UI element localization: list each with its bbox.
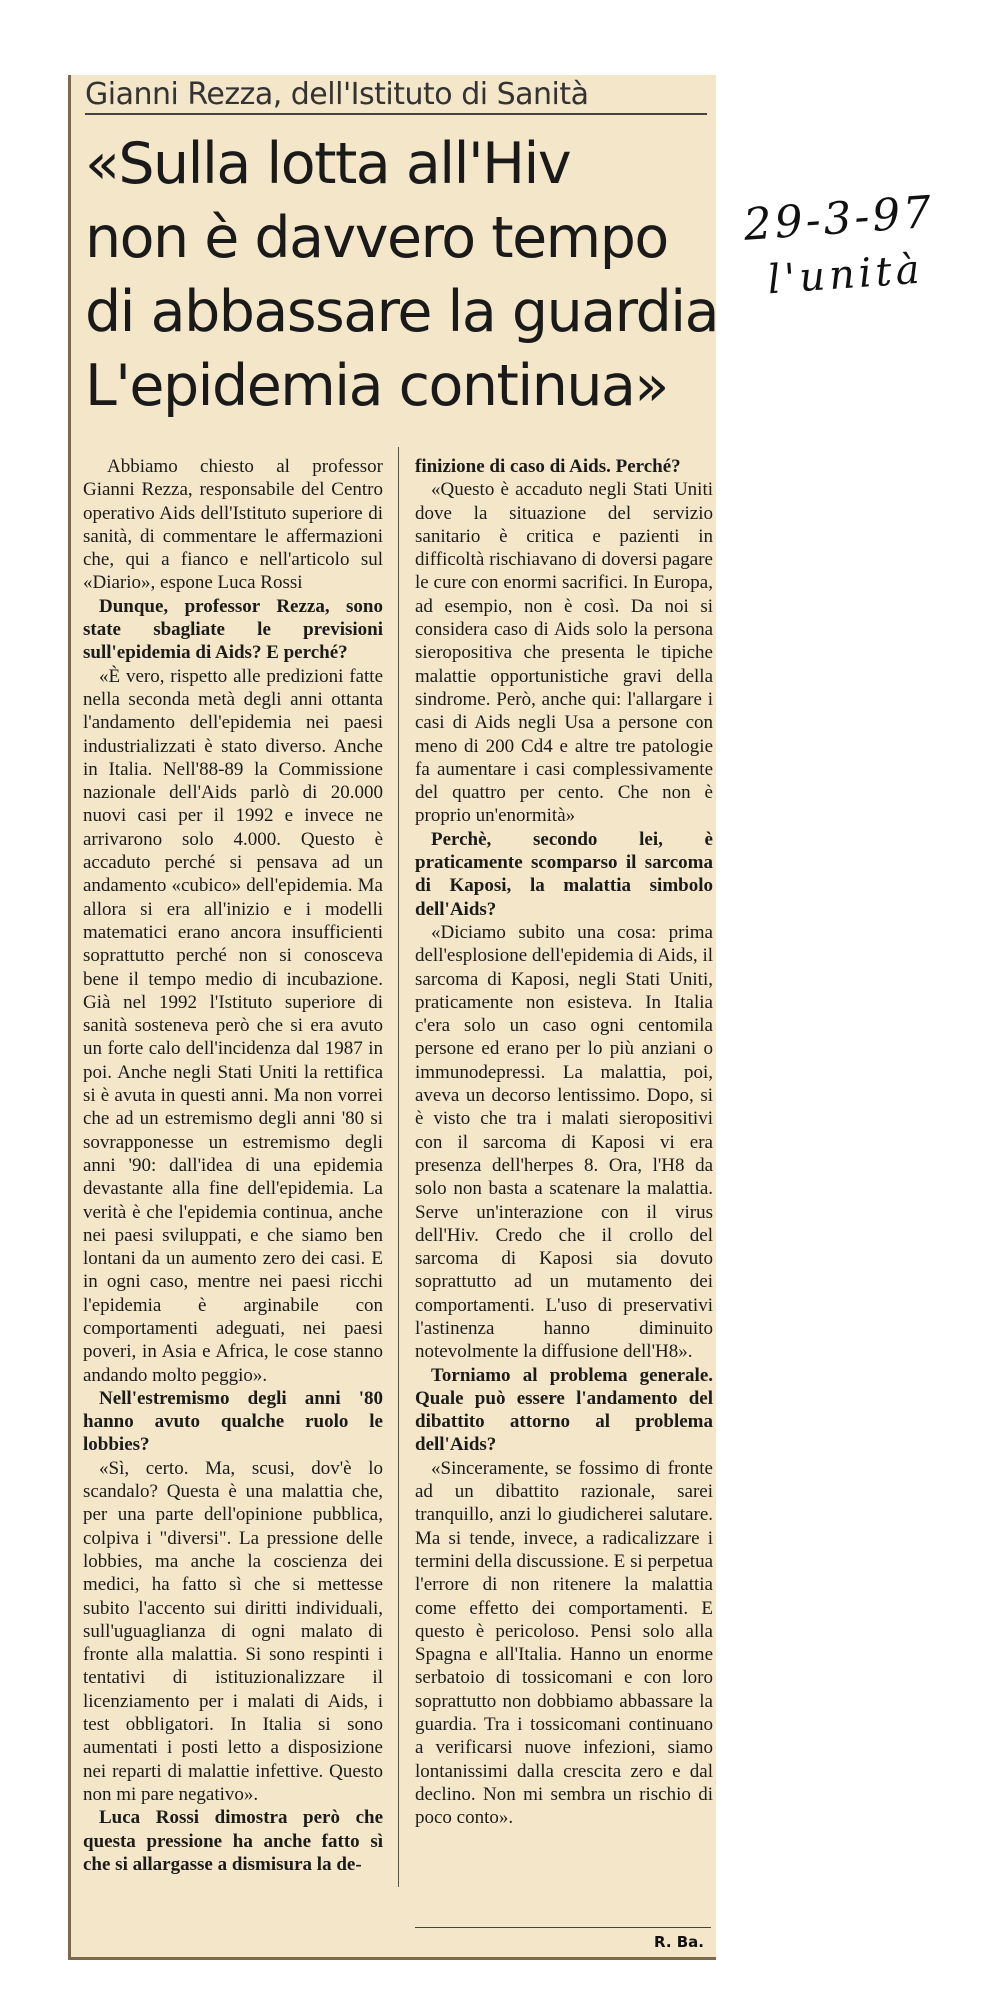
interview-question: Torniamo al problema generale. Quale può essere l'andamento del dibattito attorno al problema dell'Aids? <box>415 1364 713 1456</box>
interview-answer: «Sinceramente, se fossimo di fronte ad un dibattito razionale, sarei tranquillo, anzi lo giudicherei salutare. Ma si tende, invece, a radicalizzare i termini della discussione. E si perpetua l'errore di non ritenere la malattia come effetto dei comportamenti. E questo è pericoloso. Pensi solo alla Spagna e all'Italia. Hanno un enorme serbatoio di tossicomani e con loro soprattutto non dobbiamo abbassare la guardia. Tra i tossicomani continuano a verificarsi nuove infezioni, siamo lontanissimi dalla crescita zero e dal declino. Non mi sembra un rischio di poco conto». <box>415 1457 713 1829</box>
handwritten-date: 29-3-97 <box>742 186 936 251</box>
article-headline <box>85 127 719 423</box>
interview-answer: «Diciamo subito una cosa: prima dell'esplosione dell'epidemia di Aids, il sarcoma di Kaposi, negli Stati Uniti, praticamente non esisteva. In Italia c'era solo un caso ogni centomila persone ed erano per lo più anziani o immunodepressi. La malattia, poi, aveva un decorso lentissimo. Dopo, si è visto che tra i malati sieropositivi con il sarcoma di Kaposi vi era presenza dell'herpes 8. Ora, l'H8 da solo non basta a scatenare la malattia. Serve un'interazione con il virus dell'Hiv. Credo che il crollo del sarcoma di Kaposi sia dovuto soprattutto ad un mutamento dei comportamenti. L'uso di preservativi l'astinenza hanno diminuito notevolmente la diffusione dell'H8». <box>415 921 713 1363</box>
interview-answer: «Questo è accaduto negli Stati Uniti dove la situazione del servizio sanitario è critica e pazienti in difficoltà rischiavano di doversi pagare le cure con enormi sacrifici. In Europa, ad esempio, non è così. Da noi si considera caso di Aids solo la persona sieropositiva che presenta le tipiche malattie opportunistiche gravi della sindrome. Però, anche qui: l'allargare i casi di Aids negli Usa a persone con meno di 200 Cd4 e altre tre patologie fa aumentare i casi complessivamente del quattro per cento. Che non è proprio un'enormità» <box>415 479 713 827</box>
interview-question: Nell'estremismo degli anni '80 hanno avuto qualche ruolo le lobbies? <box>83 1387 383 1456</box>
headline-line: di abbassare la guardia <box>85 279 719 345</box>
headline-line: «Sulla lotta all'Hiv <box>85 131 571 197</box>
newspaper-clipping <box>68 75 719 1960</box>
interview-question: Dunque, professor Rezza, sono state sbagliate le previsioni sull'epidemia di Aids? E perché? <box>83 595 383 664</box>
interview-answer: «Sì, certo. Ma, scusi, dov'è lo scandalo? Questa è una malattia che, per una parte dell'opinione pubblica, colpiva i "diversi". La pressione delle lobbies, ma anche la coscienza dei medici, ha fatto sì che si mettesse subito l'accento sui diritti individuali, sull'uguaglianza di ogni malato di fronte alla malattia. Si sono respinti i tentativi di istituzionalizzare il licenziamento per i malati di Aids, i test obbligatori. In Italia si sono aumentati i posti letto a disposizione nei reparti di malattie infettive. Questo non mi pare negativo». <box>83 1457 383 1805</box>
interview-question: Luca Rossi dimostra però che questa pressione ha anche fatto sì che si allargasse a dismisura la de- <box>83 1807 383 1875</box>
article-column-right <box>415 455 713 1830</box>
handwritten-annotation <box>742 184 979 305</box>
interview-question: Perchè, secondo lei, è praticamente scomparso il sarcoma di Kaposi, la malattia simbolo dell'Aids? <box>415 828 713 920</box>
signature-rule <box>415 1927 711 1928</box>
headline-line: non è davvero tempo <box>85 205 668 271</box>
headline-line: L'epidemia continua» <box>85 353 668 419</box>
article-column-left <box>83 455 383 1876</box>
article-kicker: Gianni Rezza, dell'Istituto di Sanità <box>85 77 707 115</box>
interview-answer: «È vero, rispetto alle predizioni fatte nella seconda metà degli anni ottanta l'andamento dell'epidemia nei paesi industrializzati è stato diverso. Anche in Italia. Nell'88-89 la Commissione nazionale dell'Aids parlò di 20.000 nuovi casi per il 1992 e invece ne arrivarono solo 4.000. Questo è accaduto perché si pensava ad un andamento «cubico» dell'epidemia. Ma allora si era all'inizio e i modelli matematici erano ancora insufficienti soprattutto perché non si conosceva bene il tempo medio di incubazione. Già nel 1992 l'Istituto superiore di sanità sosteneva però che si era avuto un forte calo dell'incidenza dal 1987 in poi. Anche negli Stati Uniti la rettifica si è avuta in questi anni. Ma non vorrei che ad un estremismo degli anni '80 si sovrapponesse un estremismo degli anni '90: dall'idea di una epidemia devastante alla fine dell'epidemia. La verità è che l'epidemia continua, anche nei paesi sviluppati, e che siamo ben lontani da un aumento zero dei casi. E in ogni caso, mentre nei paesi ricchi l'epidemia è arginabile con comportamenti adeguati, nei paesi poveri, in Asia e Africa, le cose stanno andando molto peggio». <box>83 665 383 1386</box>
column-divider <box>398 447 399 1887</box>
author-signature: R. Ba. <box>653 1933 704 1951</box>
article-intro: Abbiamo chiesto al professor Gianni Rezza, responsabile del Centro operativo Aids dell'Istituto superiore di sanità, di commentare le affermazioni che, qui a fianco e nell'articolo sul «Diario», espone Luca Rossi <box>83 456 383 594</box>
interview-question-continued: finizione di caso di Aids. Perché? <box>415 456 681 477</box>
handwritten-newspaper-name: l'unità <box>766 246 925 304</box>
